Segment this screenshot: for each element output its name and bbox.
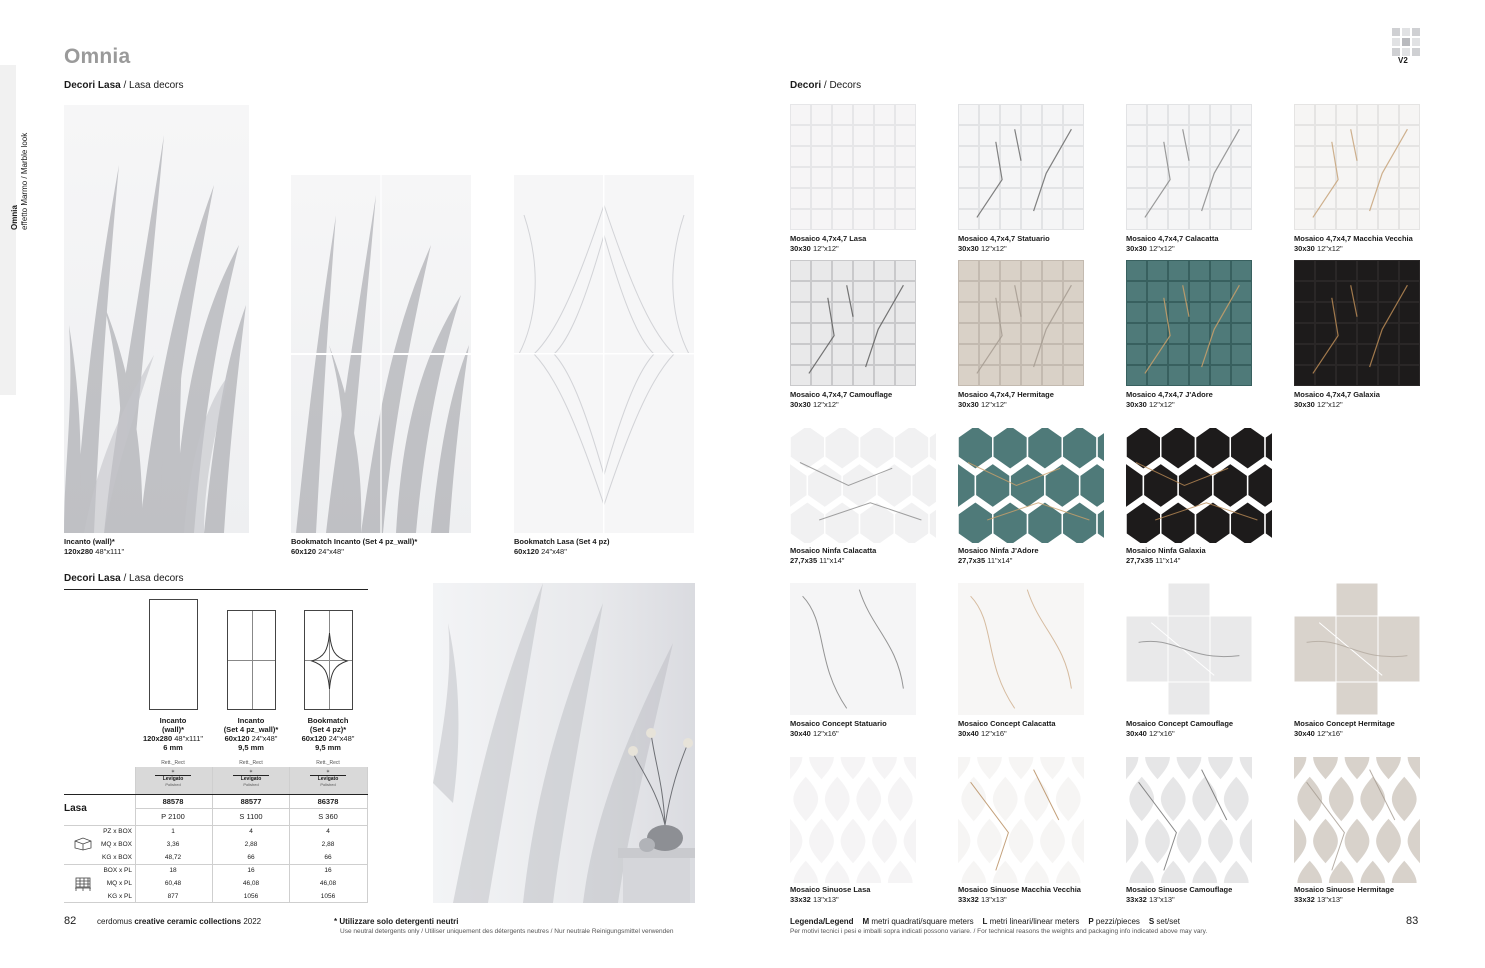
tile-image	[1126, 104, 1252, 230]
tile-caption: Mosaico 4,7x4,7 Camouflage 30x30 12"x12"	[790, 390, 893, 409]
page-title: Omnia	[64, 45, 131, 68]
room-photo	[433, 583, 695, 903]
section-heading-lasa: Decori Lasa / Lasa decors	[64, 80, 184, 91]
tile-image	[790, 757, 916, 883]
label-pz-box: PZ x BOX	[103, 828, 132, 835]
tile-image	[958, 260, 1084, 386]
col-bookmatch-header: Bookmatch (Set 4 pz)* 60x120 24"x48" 9,5 mm	[301, 716, 355, 752]
tile-image	[1126, 583, 1252, 715]
incanto-set-shape	[227, 610, 276, 710]
table-divider	[367, 767, 368, 903]
cell: 877	[167, 893, 179, 900]
table-rule	[64, 794, 368, 795]
tile-image	[1294, 583, 1420, 715]
section-heading-lasa-table: Decori Lasa / Lasa decors	[64, 573, 184, 584]
tile-caption: Mosaico Concept Hermitage 30x40 12"x16"	[1294, 719, 1395, 738]
cell: 16	[324, 867, 332, 874]
cell: 48,72	[164, 854, 182, 861]
label-kg-box: KG x BOX	[102, 854, 132, 861]
side-label	[10, 110, 30, 230]
finish-cell: ✶ Levigato Polished	[290, 769, 366, 787]
detergent-note: * Utilizzare solo detergenti neutri	[334, 917, 459, 926]
tile-image	[1126, 428, 1272, 543]
tile-image	[958, 583, 1084, 715]
detergent-note-translation: Use neutral detergents only / Utiliser uniquement des détergents neutres / Nur neutrale Reinigungsmittel verwenden	[340, 928, 674, 935]
cell: 18	[169, 867, 177, 874]
cell: 60,48	[164, 880, 182, 887]
legend-note: Per motivi tecnici i pesi e imballi sopra indicati possono variare. / For technical reasons the weights and packaging info indicated above may vary.	[790, 928, 1208, 935]
tile-caption: Mosaico Concept Statuario 30x40 12"x16"	[790, 719, 887, 738]
label-box-pl: BOX x PL	[103, 867, 132, 874]
edge-label: Rett._Rect	[161, 760, 185, 766]
edge-label: Rett._Rect	[239, 760, 263, 766]
section-heading-decors: Decori / Decors	[790, 80, 862, 91]
legend: Legenda/Legend M metri quadrati/square meters L metri lineari/linear meters P pezzi/pieces S set/set	[790, 917, 1180, 926]
price-cell: S 360	[318, 812, 338, 821]
col-incanto-wall-header: Incanto (wall)* 120x280 48"x111" 6 mm	[142, 716, 204, 752]
tile-image	[1294, 260, 1420, 386]
side-subtitle: effetto Marmo / Marble look	[20, 132, 29, 230]
table-rule	[64, 864, 368, 865]
tile-caption: Mosaico Concept Camouflage 30x40 12"x16"	[1126, 719, 1234, 738]
tile-caption: Mosaico 4,7x4,7 J'Adore 30x30 12"x12"	[1126, 390, 1213, 409]
table-top-rule	[64, 589, 368, 590]
table-rule	[64, 825, 368, 826]
cell: 1	[171, 828, 175, 835]
tile-caption: Mosaico 4,7x4,7 Hermitage 30x30 12"x12"	[958, 390, 1054, 409]
cell: 2,88	[244, 841, 258, 848]
cell: 4	[326, 828, 330, 835]
brand-footer: cerdomus creative ceramic collections 2022	[97, 917, 262, 926]
col-incanto-set-header: Incanto (Set 4 pz_wall)* 60x120 24"x48" 9,5 mm	[223, 716, 279, 752]
tile-image	[1294, 757, 1420, 883]
v2-logo-icon	[1392, 28, 1420, 56]
label-mq-box: MQ x BOX	[100, 841, 132, 848]
table-rule	[64, 902, 368, 903]
cell: 1056	[320, 893, 336, 900]
code-cell: 86378	[317, 797, 339, 806]
page-number-right: 83	[1406, 915, 1419, 927]
bookmatch-incanto-image	[291, 175, 471, 533]
row-label-lasa: Lasa	[64, 803, 87, 814]
tile-caption: Mosaico 4,7x4,7 Galaxia 30x30 12"x12"	[1294, 390, 1380, 409]
tile-caption: Mosaico Ninfa J'Adore 27,7x35 11"x14"	[958, 546, 1039, 565]
price-cell: P 2100	[161, 812, 185, 821]
code-cell: 88577	[240, 797, 262, 806]
side-brand: Omnia	[10, 205, 19, 230]
cell: 66	[324, 854, 332, 861]
tile-image	[790, 104, 916, 230]
tile-caption: Mosaico Ninfa Galaxia 27,7x35 11"x14"	[1126, 546, 1206, 565]
code-cell: 88578	[162, 797, 184, 806]
tile-image	[790, 583, 916, 715]
tile-caption: Mosaico 4,7x4,7 Calacatta 30x30 12"x12"	[1126, 234, 1219, 253]
cell: 3,36	[166, 841, 180, 848]
cell: 16	[247, 867, 255, 874]
cell: 2,88	[321, 841, 335, 848]
incanto-wall-caption: Incanto (wall)* 120x280 48"x111"	[64, 537, 125, 556]
tile-caption: Mosaico Sinuose Camouflage 33x32 13"x13"	[1126, 885, 1233, 904]
finish-cell: ✶ Levigato Polished	[135, 769, 211, 787]
tile-caption: Mosaico 4,7x4,7 Statuario 30x30 12"x12"	[958, 234, 1050, 253]
tile-image	[1294, 104, 1420, 230]
tile-caption: Mosaico Sinuose Hermitage 33x32 13"x13"	[1294, 885, 1395, 904]
table-rule	[135, 808, 368, 809]
finish-cell: ✶ Levigato Polished	[213, 769, 289, 787]
tile-image	[958, 757, 1084, 883]
bookmatch-set-shape	[304, 610, 353, 710]
cell: 4	[249, 828, 253, 835]
label-kg-pl: KG x PL	[107, 893, 132, 900]
tile-image	[1126, 260, 1252, 386]
incanto-wall-image	[64, 105, 249, 533]
incanto-wall-shape	[149, 599, 198, 710]
bookmatch-incanto-caption: Bookmatch Incanto (Set 4 pz_wall)* 60x120 24"x48"	[291, 537, 418, 556]
tile-caption: Mosaico Ninfa Calacatta 27,7x35 11"x14"	[790, 546, 877, 565]
v2-label: V2	[1398, 56, 1408, 65]
tile-caption: Mosaico Sinuose Lasa 33x32 13"x13"	[790, 885, 871, 904]
cell: 1056	[243, 893, 259, 900]
tile-caption: Mosaico Sinuose Macchia Vecchia 33x32 13"x13"	[958, 885, 1081, 904]
bookmatch-lasa-caption: Bookmatch Lasa (Set 4 pz) 60x120 24"x48"	[514, 537, 610, 556]
tile-image	[958, 428, 1104, 543]
label-mq-pl: MQ x PL	[106, 880, 132, 887]
tile-image	[790, 260, 916, 386]
tile-image	[790, 428, 936, 543]
bookmatch-lasa-image	[514, 175, 694, 533]
edge-label: Rett._Rect	[316, 760, 340, 766]
tile-caption: Mosaico 4,7x4,7 Lasa 30x30 12"x12"	[790, 234, 867, 253]
page-number-left: 82	[64, 915, 77, 927]
price-cell: S 1100	[239, 812, 263, 821]
cell: 66	[247, 854, 255, 861]
tile-caption: Mosaico 4,7x4,7 Macchia Vecchia 30x30 12"x12"	[1294, 234, 1413, 253]
v2-logo	[1392, 28, 1420, 56]
tile-caption: Mosaico Concept Calacatta 30x40 12"x16"	[958, 719, 1056, 738]
tile-image	[1126, 757, 1252, 883]
cell: 46,08	[242, 880, 260, 887]
cell: 46,08	[319, 880, 337, 887]
tile-image	[958, 104, 1084, 230]
